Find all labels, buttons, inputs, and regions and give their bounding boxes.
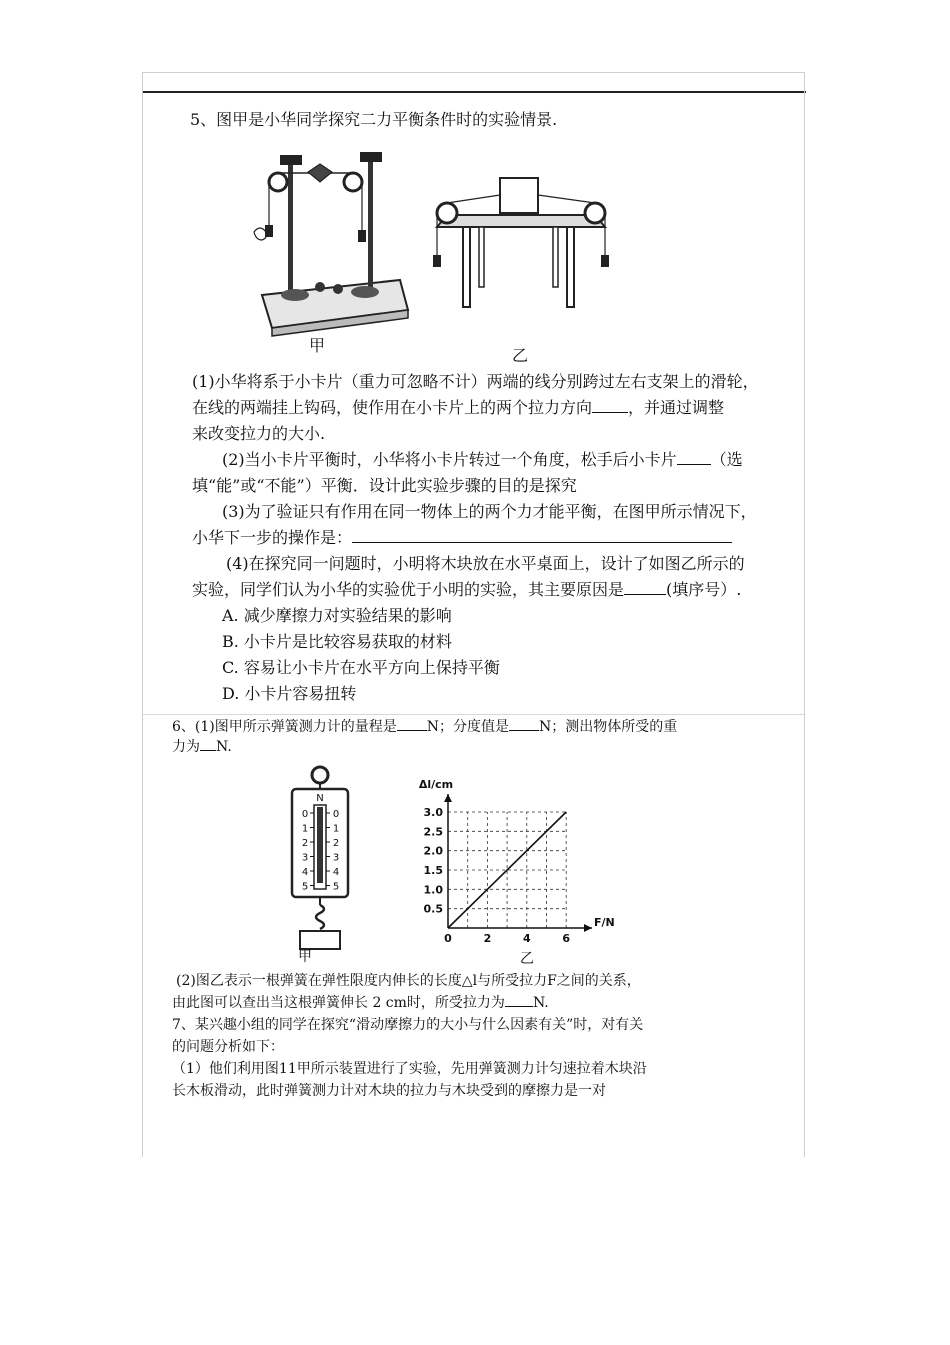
q5-p1-line2 [192, 398, 724, 418]
q5-p4-line2-text: 实验，同学们认为小华的实验优于小明的实验，其主要原因是 [192, 580, 625, 599]
q6-fig-jia-caption: 甲 [298, 949, 312, 965]
y-tick-label: 2.0 [423, 844, 443, 858]
q6-p1-line2 [172, 738, 232, 756]
scale-unit-label: N [316, 793, 324, 804]
page-frame-top [142, 72, 804, 73]
q5-p2-line1-tail: （选 [710, 450, 743, 469]
q5-p3-line1: (3)为了验证只有作用在同一物体上的两个力才能平衡，在图甲所示情况下， [222, 502, 757, 521]
q6-weight-blank[interactable] [200, 738, 216, 751]
q6-p1-text-d: 力为 [172, 739, 200, 755]
scale-mark-right: 4 [332, 867, 340, 878]
y-axis-arrow [444, 794, 452, 802]
q5-figure-yi [425, 175, 615, 315]
x-axis-label: F/N [594, 916, 615, 929]
q5-p1-line3: 来改变拉力的大小. [192, 424, 326, 443]
scale-mark-right: 0 [332, 809, 340, 820]
q7-sub1-line2: 长木板滑动，此时弹簧测力计对木块的拉力与木块受到的摩擦力是一对 [172, 1083, 606, 1099]
q5-p3-line2-text: 小华下一步的操作是： [192, 528, 353, 547]
q5-p1-line2-text: 在线的两端挂上钩码，使作用在小卡片上的两个拉力方向 [192, 398, 593, 417]
q5-p2-line1 [222, 450, 743, 470]
q5-option-b: B. 小卡片是比较容易获取的材料 [222, 632, 452, 651]
y-tick-label: 1.5 [423, 864, 443, 877]
q7-sub1-line1: （1）他们利用图11甲所示装置进行了实验，先用弹簧测力计匀速拉着木块沿 [172, 1061, 647, 1077]
q6-p1-text-c: N；测出物体所受的重 [539, 719, 678, 735]
q5-p1-line2-tail: ，并通过调整 [628, 398, 725, 417]
q6-p1-text-e: N. [216, 739, 232, 755]
q6-p2-text: 由此图可以查出当这根弹簧伸长 2 cm时，所受拉力为 [172, 995, 505, 1011]
scale-mark-right: 2 [332, 838, 340, 849]
scale-mark-left: 5 [301, 881, 309, 893]
q6-spring-chart [400, 780, 620, 955]
scale-mark-left: 1 [301, 823, 309, 835]
q5-fig-yi-caption: 乙 [512, 346, 529, 365]
q6-force-blank[interactable] [505, 994, 533, 1007]
scale-mark-right: 1 [332, 823, 340, 835]
page-frame-right [804, 72, 805, 1157]
q7-line2: 的问题分析如下： [172, 1039, 284, 1055]
q6-p2-tail: N. [532, 995, 549, 1011]
x-tick-label: 2 [483, 932, 492, 945]
q5-option-d: D. 小卡片容易扭转 [222, 684, 357, 703]
q6-p2-line1: (2)图乙表示一根弹簧在弹性限度内伸长的长度△l与所受拉力F之间的关系， [176, 973, 641, 989]
y-tick-label: 0.5 [423, 902, 443, 916]
x-tick-label: 0 [444, 932, 452, 945]
q5-option-a: A. 减少摩擦力对实验结果的影响 [222, 606, 452, 625]
y-tick-label: 1.0 [423, 883, 443, 897]
q5-p2-line2: 填“能”或“不能”）平衡．设计此实验步骤的目的是探究 [192, 476, 577, 495]
q6-fig-yi-caption: 乙 [520, 951, 534, 967]
q5-fig-jia-caption: 甲 [309, 336, 326, 355]
q5-p1-line1: (1)小华将系于小卡片（重力可忽略不计）两端的线分别跨过左右支架上的滑轮， [192, 372, 759, 391]
scale-mark-left: 2 [301, 838, 309, 849]
q6-p1-text-b: N；分度值是 [426, 719, 509, 735]
q6-range-blank[interactable] [397, 718, 427, 731]
q5-figure-jia [250, 150, 420, 350]
y-tick-label: 3.0 [423, 806, 443, 819]
q5-p3-blank[interactable] [352, 528, 732, 543]
scale-mark-right: 3 [332, 852, 340, 864]
q6-spring-scale-figure [285, 765, 355, 960]
scale-mark-left: 4 [301, 867, 309, 878]
scale-mark-left: 3 [301, 852, 309, 864]
x-axis-arrow [584, 924, 592, 932]
q5-title: 5、图甲是小华同学探究二力平衡条件时的实验情景. [190, 110, 558, 129]
q5-p2-line1-text: (2)当小卡片平衡时，小华将小卡片转过一个角度，松手后小卡片 [222, 450, 677, 469]
section-divider [142, 714, 804, 715]
q6-p2-line2 [172, 994, 549, 1012]
q5-p4-line1: (4)在探究同一问题时，小明将木块放在水平桌面上，设计了如图乙所示的 [226, 554, 745, 573]
scale-mark-right: 5 [332, 881, 340, 893]
x-tick-label: 4 [522, 932, 531, 945]
q5-p4-line2-tail: (填序号）. [666, 580, 742, 599]
q5-p1-blank[interactable] [592, 398, 628, 413]
x-tick-label: 6 [562, 932, 571, 945]
q6-p1-text-a: 6、(1)图甲所示弹簧测力计的量程是 [172, 719, 397, 735]
q5-option-c: C. 容易让小卡片在水平方向上保持平衡 [222, 658, 500, 677]
q6-division-blank[interactable] [509, 718, 539, 731]
q5-p4-blank[interactable] [624, 580, 666, 595]
q5-p3-line2 [192, 528, 732, 548]
y-axis-label: Δl/cm [418, 778, 454, 791]
q5-p4-line2 [192, 580, 741, 600]
q7-line1: 7、某兴趣小组的同学在探究“滑动摩擦力的大小与什么因素有关”时，对有关 [172, 1017, 644, 1033]
q5-p2-blank[interactable] [677, 450, 711, 465]
header-rule [142, 91, 806, 93]
q6-p1-line1 [172, 718, 677, 736]
page-frame-left [142, 72, 143, 1157]
y-tick-label: 2.5 [423, 825, 443, 839]
scale-mark-left: 0 [301, 809, 309, 820]
